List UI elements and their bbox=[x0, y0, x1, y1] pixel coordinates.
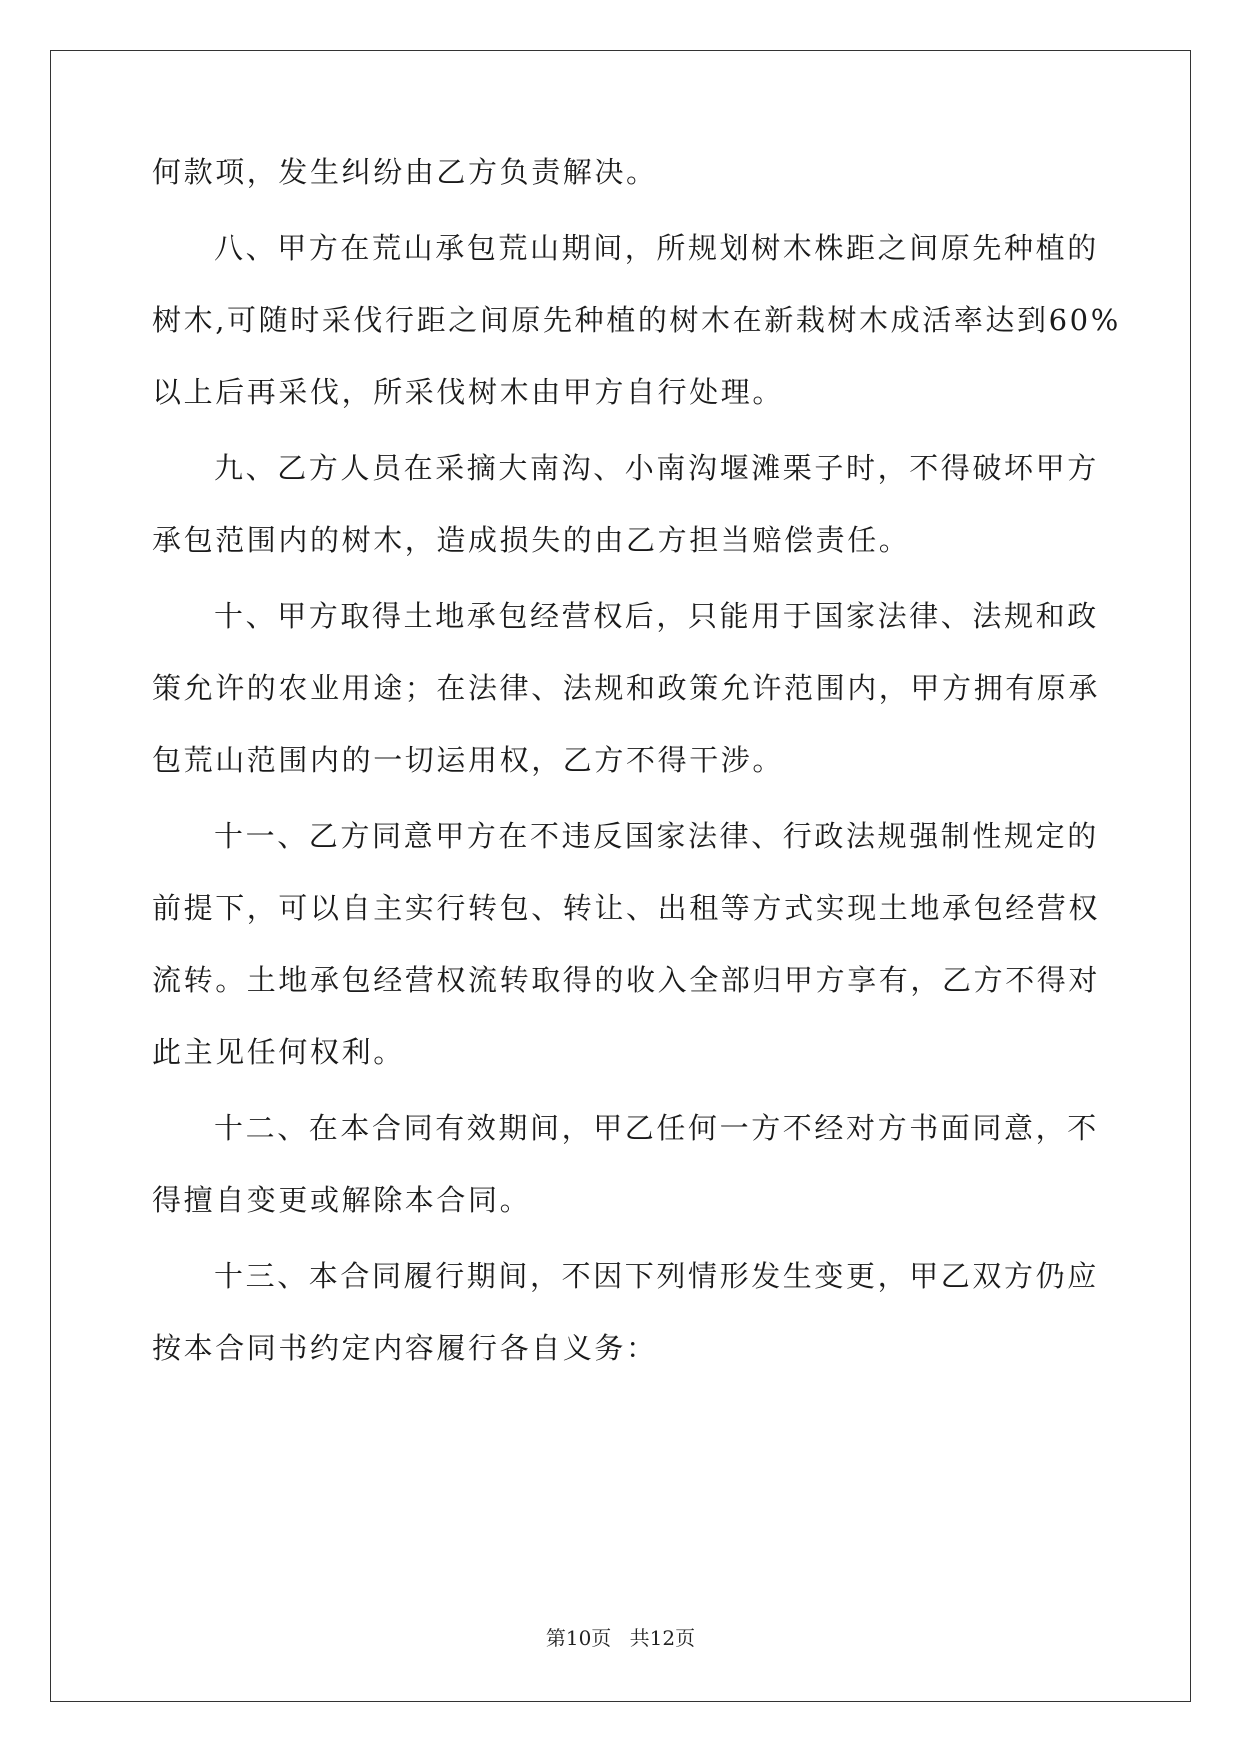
paragraph-line: 十、甲方取得土地承包经营权后，只能用于国家法律、法规和政 bbox=[214, 599, 1099, 633]
paragraph-line: 十二、在本合同有效期间，甲乙任何一方不经对方书面同意，不 bbox=[214, 1111, 1099, 1145]
paragraph-line: 八、甲方在荒山承包荒山期间，所规划树木株距之间原先种植的 bbox=[214, 231, 1099, 265]
paragraph-line: 十一、乙方同意甲方在不违反国家法律、行政法规强制性规定的 bbox=[214, 819, 1099, 853]
paragraph-line: 按本合同书约定内容履行各自义务： bbox=[152, 1331, 658, 1365]
paragraph-line: 策允许的农业用途；在法律、法规和政策允许范围内，甲方拥有原承 bbox=[152, 671, 1101, 705]
paragraph-line: 以上后再采伐，所采伐树木由甲方自行处理。 bbox=[152, 375, 785, 409]
current-page-number: 第10页 bbox=[545, 1626, 612, 1650]
paragraph-line: 树木,可随时采伐行距之间原先种植的树木在新栽树木成活率达到60% bbox=[152, 303, 1121, 337]
paragraph-line: 十三、本合同履行期间，不因下列情形发生变更，甲乙双方仍应 bbox=[214, 1259, 1099, 1293]
paragraph-line: 前提下，可以自主实行转包、转让、出租等方式实现土地承包经营权 bbox=[152, 891, 1101, 925]
paragraph-line: 流转。土地承包经营权流转取得的收入全部归甲方享有，乙方不得对 bbox=[152, 963, 1101, 997]
paragraph-line: 包荒山范围内的一切运用权，乙方不得干涉。 bbox=[152, 743, 785, 777]
total-page-count: 共12页 bbox=[629, 1626, 696, 1650]
paragraph-line: 九、乙方人员在采摘大南沟、小南沟堰滩栗子时，不得破坏甲方 bbox=[214, 451, 1099, 485]
paragraph-line: 此主见任何权利。 bbox=[152, 1035, 405, 1069]
page-footer bbox=[0, 1625, 1241, 1651]
paragraph-line: 承包范围内的树木，造成损失的由乙方担当赔偿责任。 bbox=[152, 523, 911, 557]
paragraph-line: 何款项，发生纠纷由乙方负责解决。 bbox=[152, 155, 658, 189]
page-border bbox=[50, 50, 1191, 1702]
paragraph-line: 得擅自变更或解除本合同。 bbox=[152, 1183, 532, 1217]
